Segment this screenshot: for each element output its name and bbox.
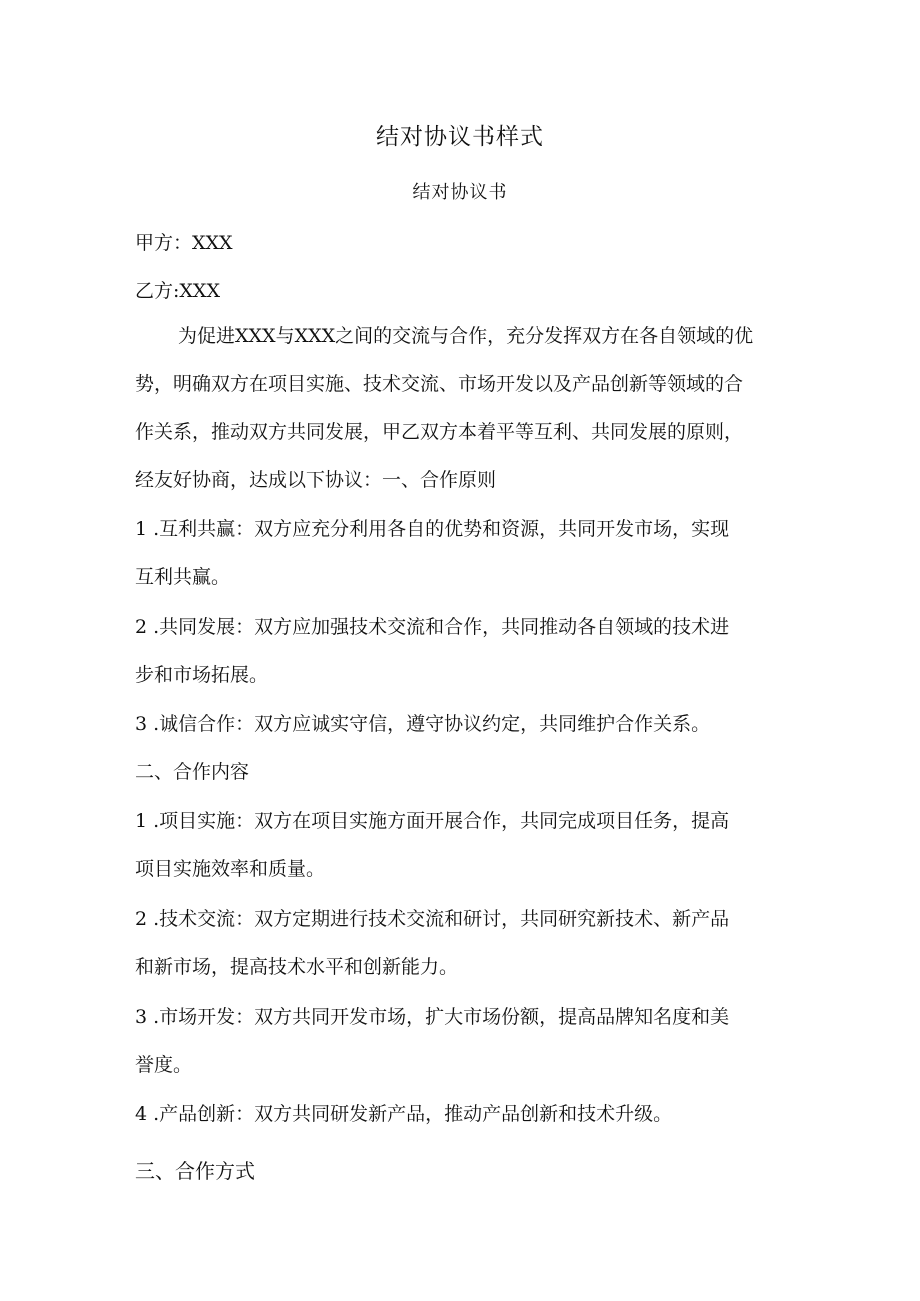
principle-line: 互利共赢。 — [135, 566, 231, 588]
party-a: 甲方：XXX — [135, 232, 233, 254]
content-line: 3 .市场开发：双方共同开发市场，扩大市场份额，提高品牌知名度和美 — [135, 1006, 730, 1028]
principle-line: 3 .诚信合作：双方应诚实守信，遵守协议约定，共同维护合作关系。 — [135, 713, 711, 735]
party-b: 乙方:XXX — [135, 280, 220, 302]
content-item-1 — [135, 797, 775, 893]
principle-item-3 — [135, 700, 775, 748]
content-line: 2 .技术交流：双方定期进行技术交流和研讨，共同研究新技术、新产品 — [135, 908, 730, 930]
intro-line: 作关系，推动双方共同发展，甲乙双方本着平等互利、共同发展的原则， — [135, 421, 744, 443]
section-2-heading — [135, 748, 775, 796]
content-item-4 — [135, 1090, 775, 1138]
principle-line: 步和市场拓展。 — [135, 664, 269, 686]
intro-paragraph — [135, 312, 775, 504]
content-line: 1 .项目实施：双方在项目实施方面开展合作，共同完成项目任务，提高 — [135, 810, 730, 832]
intro-line: 为促进XXX与XXX之间的交流与合作，充分发挥双方在各自领域的优 — [178, 325, 754, 347]
intro-line: 势，明确双方在项目实施、技术交流、市场开发以及产品创新等领域的合 — [135, 373, 744, 395]
principle-line: 2 .共同发展：双方应加强技术交流和合作，共同推动各自领域的技术进 — [135, 616, 730, 638]
content-line: 项目实施效率和质量。 — [135, 858, 326, 880]
document-title: 结对协议书样式 — [376, 124, 544, 150]
section-heading-text: 二、合作内容 — [135, 761, 250, 783]
content-line: 4 .产品创新：双方共同研发新产品，推动产品创新和技术升级。 — [135, 1103, 673, 1125]
principle-item-2 — [135, 603, 775, 699]
section-3-heading: 三、合作方式 — [135, 1159, 255, 1183]
content-item-3 — [135, 993, 775, 1089]
content-item-2 — [135, 895, 775, 991]
document-subtitle: 结对协议书 — [412, 182, 508, 203]
intro-line: 经友好协商，达成以下协议：一、合作原则 — [135, 469, 497, 491]
principle-item-1 — [135, 505, 775, 601]
content-line: 誉度。 — [135, 1054, 193, 1076]
principle-line: 1 .互利共赢：双方应充分利用各自的优势和资源，共同开发市场，实现 — [135, 518, 730, 540]
content-line: 和新市场，提高技术水平和创新能力。 — [135, 956, 459, 978]
